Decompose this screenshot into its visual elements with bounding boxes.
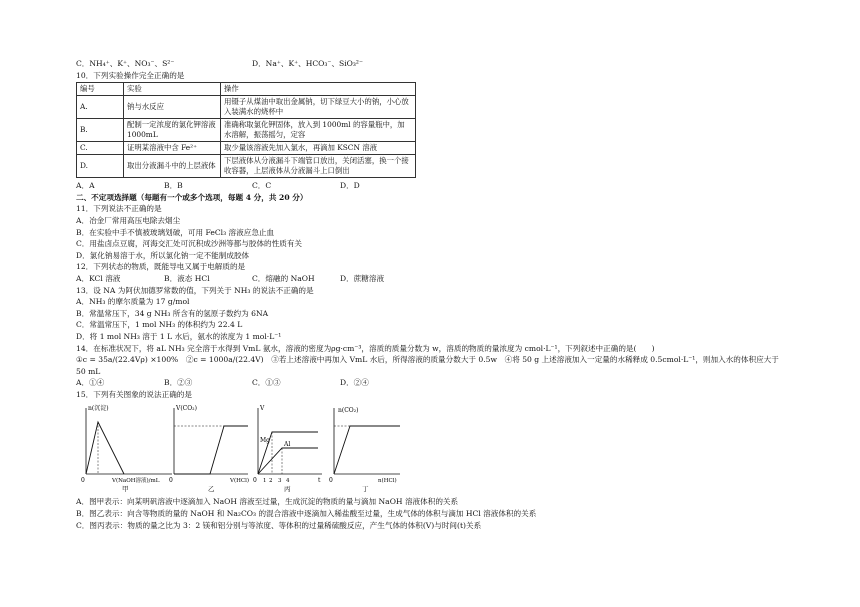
origin-label: 0 xyxy=(253,477,257,485)
exam-page xyxy=(76,58,788,531)
row-id: C. xyxy=(77,142,124,155)
graph-bing xyxy=(248,402,328,494)
q13-option-a: A．NH₃ 的摩尔质量为 17 g/mol xyxy=(76,297,190,307)
header-id: 编号 xyxy=(77,83,124,96)
table-row xyxy=(77,119,416,142)
q14-statements: ①c = 35a/(22.4Vρ) ×100% ②c = 1000a/(22.4V) ③若上述溶液中再加入 VmL 水后，所得溶液的质量分数大于 0.5w ④将 50 g 上述溶液加入一定量的水稀释成 0.5cmol·L⁻¹，则加入水的体积应大于 xyxy=(76,355,779,365)
q12-options xyxy=(76,273,788,285)
section2-title: 二、不定项选择题（每题有一个或多个选项，每题 4 分，共 20 分） xyxy=(76,192,308,202)
row-operation: 取少量该溶液先加入氯水，再滴加 KSCN 溶液 xyxy=(221,142,416,155)
graph-caption: 丁 xyxy=(362,485,369,494)
q12-option-c: C．熔融的 NaOH xyxy=(252,273,315,283)
graph-jia xyxy=(76,402,176,494)
y-axis-label: V xyxy=(260,405,265,413)
q14-option-d: D．②④ xyxy=(340,378,369,388)
q14-option-c: C．①③ xyxy=(252,378,281,388)
row-experiment: 证明某溶液中含 Fe²⁺ xyxy=(124,142,221,155)
row-operation: 用镊子从煤油中取出金属钠，切下绿豆大小的钠，小心放入装满水的烧杯中 xyxy=(221,96,416,119)
q13-option-d: D．将 1 mol NH₃ 溶于 1 L 水后，氨水的浓度为 1 mol·L⁻¹ xyxy=(76,331,282,341)
graph-caption: 甲 xyxy=(122,485,129,494)
y-axis-label: n(沉淀) xyxy=(88,405,109,413)
q13-option-b: B．常温常压下，34 g NH₃ 所含有的氢原子数约为 6NA xyxy=(76,308,269,318)
x-axis-label: t xyxy=(318,477,321,485)
q10-option-d: D．D xyxy=(340,181,360,191)
q15-option-a: A．图甲表示：向某明矾溶液中逐滴加入 NaOH 溶液至过量，生成沉淀的物质的量与滴加 NaOH 溶液体积的关系 xyxy=(76,497,459,507)
q13-stem: 13．设 NA 为阿伏加德罗常数的值，下列关于 NH₃ 的说法不正确的是 xyxy=(76,285,314,295)
tick-label: 3 xyxy=(278,478,282,485)
q14-stem: 14．在标准状况下，将 aL NH₃ 完全溶于水得到 VmL 氨水，溶液的密度为ρg·cm⁻³，溶质的质量分数为 w，溶质的物质的量浓度为 cmol·L⁻¹，下列叙述中正确的是( ) xyxy=(76,343,655,353)
curve-line xyxy=(174,426,248,474)
q15-option-b: B．图乙表示：向含等物质的量的 NaOH 和 Na₂CO₃ 的混合溶液中逐滴加入稀盐酸至过量，生成气体的体积与滴加 HCl 溶液体积的关系 xyxy=(76,509,537,519)
q11-option-a: A．冶金厂常用高压电除去烟尘 xyxy=(76,215,181,225)
origin-label: 0 xyxy=(329,477,333,485)
row-id: D. xyxy=(77,155,124,178)
row-experiment: 取出分液漏斗中的上层液体 xyxy=(124,155,221,178)
q10-table xyxy=(76,82,416,178)
q15-stem: 15．下列有关图象的说法正确的是 xyxy=(76,389,192,399)
origin-label: 0 xyxy=(169,477,173,485)
curve-label-al: Al xyxy=(284,441,291,449)
q9-options xyxy=(76,58,788,70)
q14-option-b: B．②③ xyxy=(164,378,193,388)
curve-al xyxy=(258,448,318,474)
row-id: B. xyxy=(77,119,124,142)
q12-option-a: A．KCl 溶液 xyxy=(76,273,121,283)
graph-yi xyxy=(164,402,254,494)
tick-label: 1 xyxy=(263,478,267,485)
q10-option-a: A．A xyxy=(76,181,95,191)
x-axis-label: n(HCl) xyxy=(378,478,397,485)
q10-stem: 10．下列实验操作完全正确的是 xyxy=(76,70,185,80)
q10-option-c: C．C xyxy=(252,181,272,191)
q13-option-c: C．常温常压下，1 mol NH₃ 的体积约为 22.4 L xyxy=(76,320,243,330)
row-operation: 下层液体从分液漏斗下端管口放出，关闭活塞，换一个接收容器，上层液体从分液漏斗上口倒出 xyxy=(221,155,416,178)
tick-label: 2 xyxy=(269,478,273,485)
y-axis-label: n(CO₂) xyxy=(338,407,359,415)
q14-options xyxy=(76,377,788,389)
tick-label: 4 xyxy=(286,478,290,485)
q15-graphs xyxy=(76,402,788,494)
q9-option-d: D．Na⁺、K⁺、HCO₃⁻、SiO₃²⁻ xyxy=(252,59,363,68)
q11-option-d: D．氯化钠易溶于水，所以氯化钠一定不能制成胶体 xyxy=(76,250,250,260)
q14-statements-cont: 50 mL xyxy=(76,366,101,376)
origin-label: 0 xyxy=(81,477,85,485)
x-axis-label: V(NaOH溶液)/mL xyxy=(112,478,160,485)
curve-line xyxy=(334,426,400,474)
q12-stem: 12．下列状态的物质，既能导电又属于电解质的是 xyxy=(76,262,246,272)
q15-option-c: C．图丙表示：物质的量之比为 3：2 镁和铝分别与等浓度、等体积的过量稀硫酸反应，产生气体的体积(V)与时间(t)关系 xyxy=(76,520,482,530)
q12-option-d: D．蔗糖溶液 xyxy=(340,273,385,283)
row-experiment: 钠与水反应 xyxy=(124,96,221,119)
y-axis-label: V(CO₂) xyxy=(176,405,197,413)
graph-caption: 乙 xyxy=(208,485,215,494)
q14-option-a: A．①④ xyxy=(76,378,105,388)
table-header-row xyxy=(77,83,416,96)
x-axis-label: V(HCl) xyxy=(230,478,250,485)
table-row xyxy=(77,96,416,119)
graph-caption: 丙 xyxy=(284,485,291,494)
row-operation: 准确称取氯化钾固体，放入到 1000ml 的容量瓶中，加水溶解，振荡摇匀，定容 xyxy=(221,119,416,142)
curve-line xyxy=(86,422,124,474)
q11-option-c: C．用盐卤点豆腐，河海交汇处可沉积成沙洲等都与胶体的性质有关 xyxy=(76,239,303,249)
curve-label-mg: Mg xyxy=(260,437,270,445)
table-row xyxy=(77,155,416,178)
q10-option-b: B．B xyxy=(164,181,183,191)
q11-option-b: B．在实验中手不慎被玻璃划破，可用 FeCl₃ 溶液应急止血 xyxy=(76,227,275,237)
table-row xyxy=(77,142,416,155)
header-experiment: 实验 xyxy=(124,83,221,96)
graph-ding xyxy=(324,402,404,494)
header-operation: 操作 xyxy=(221,83,416,96)
row-id: A. xyxy=(77,96,124,119)
q10-options xyxy=(76,180,788,192)
q12-option-b: B．液态 HCl xyxy=(164,273,210,283)
row-experiment: 配制一定浓度的氯化钾溶液 1000mL xyxy=(124,119,221,142)
q9-option-c: C．NH₄⁺、K⁺、NO₃⁻、S²⁻ xyxy=(76,59,175,68)
q11-stem: 11．下列说法不正确的是 xyxy=(76,204,162,214)
